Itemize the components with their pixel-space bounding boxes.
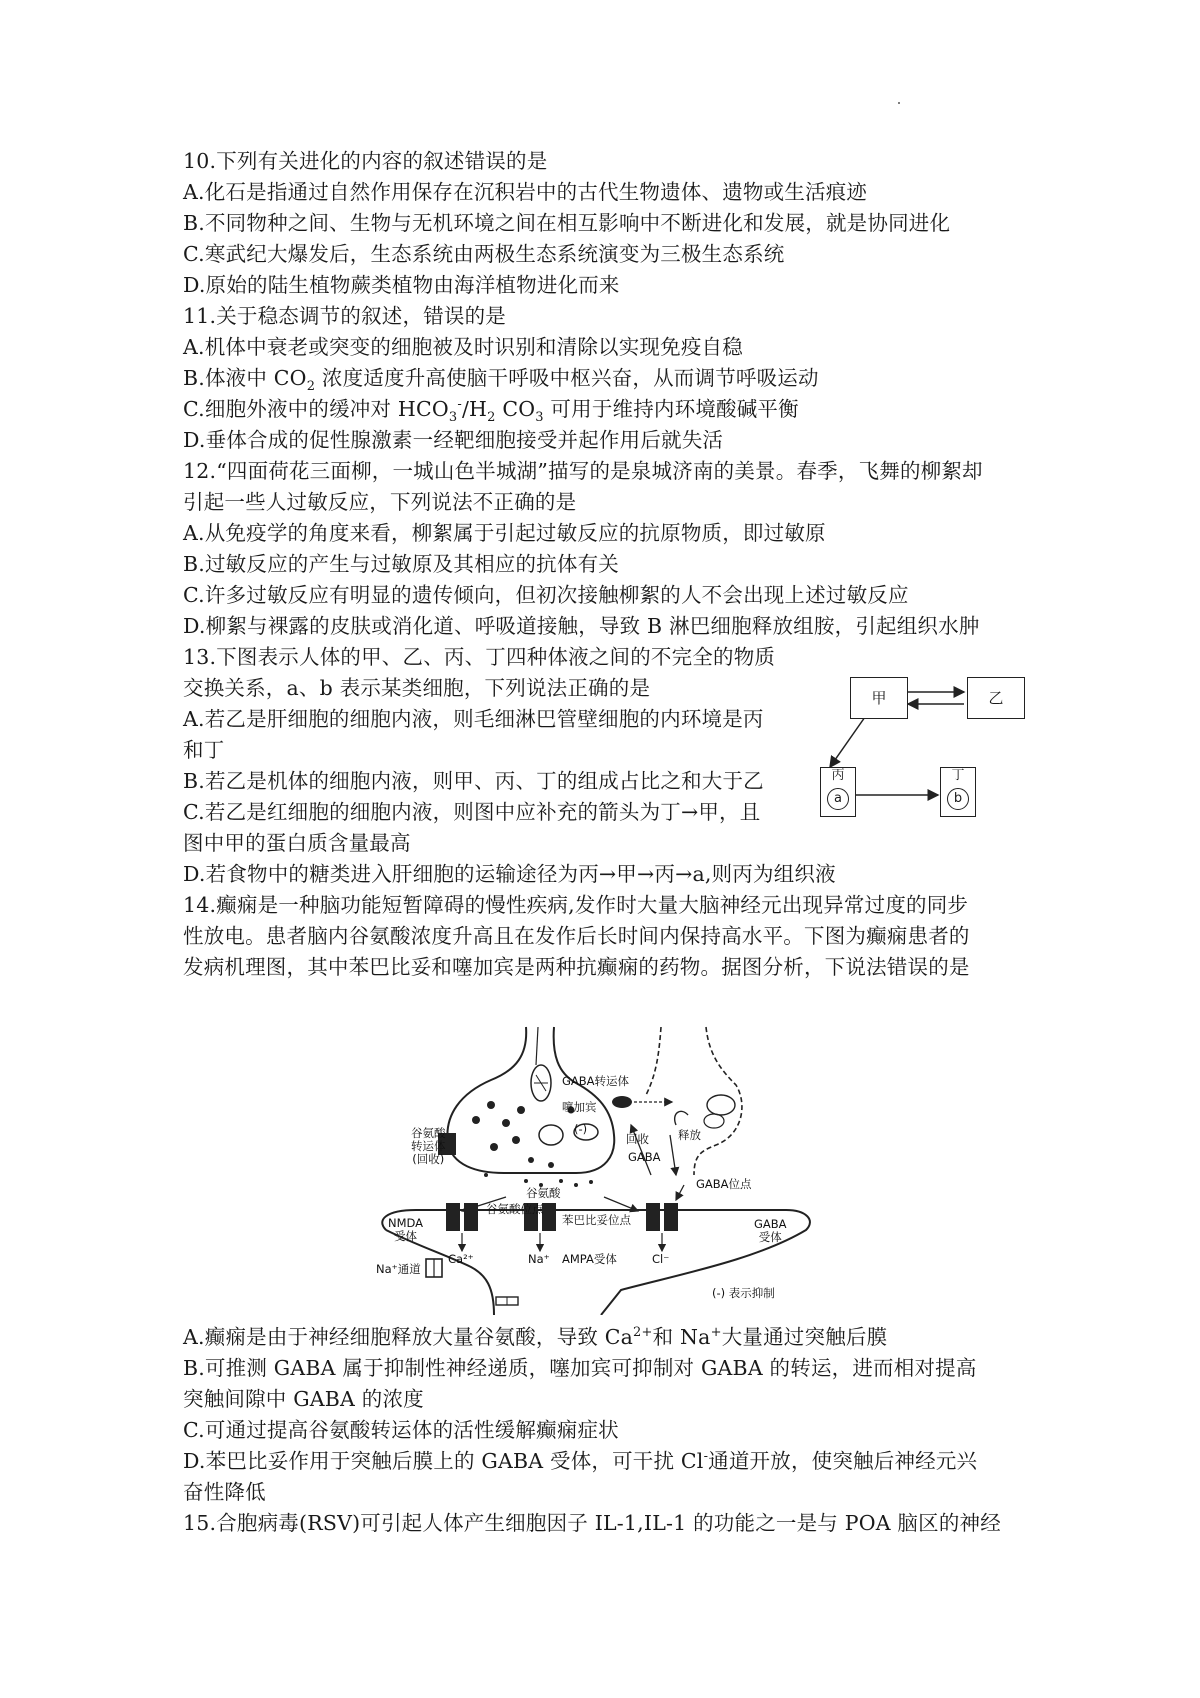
q10-option-b: B.不同物种之间、生物与无机环境之间在相互影响中不断进化和发展，就是协同进化 bbox=[183, 211, 951, 235]
gaba-receptor-label: GABA 受体 bbox=[754, 1217, 787, 1244]
ampa-receptor-label: AMPA受体 bbox=[562, 1252, 617, 1266]
phenobarbital-site-label: 苯巴比妥位点 bbox=[562, 1213, 631, 1227]
gaba-site-label: GABA位点 bbox=[696, 1177, 752, 1191]
q13-option-c-line1: C.若乙是红细胞的细胞内液，则图中应补充的箭头为丁→甲，且 bbox=[183, 800, 761, 824]
q14-stem-line3: 发病机理图，其中苯巴比妥和噻加宾是两种抗癫痫的药物。据图分析，下说法错误的是 bbox=[183, 955, 970, 979]
q12-option-b: B.过敏反应的产生与过敏原及其相应的抗体有关 bbox=[183, 552, 619, 576]
release-label: 释放 bbox=[678, 1128, 701, 1142]
q10-stem: 10.下列有关进化的内容的叙述错误的是 bbox=[183, 149, 548, 173]
q11-option-a: A.机体中衰老或突变的细胞被及时识别和清除以实现免疫自稳 bbox=[183, 335, 743, 359]
box-ding bbox=[940, 767, 976, 817]
q13-option-a-line2: 和丁 bbox=[183, 738, 225, 762]
q11-option-b: B.体液中 $CO_2$ 浓度适度升高使脑干呼吸中枢兴奋，从而调节呼吸运动 bbox=[183, 366, 819, 395]
q13-option-d: D.若食物中的糖类进入肝细胞的运输途径为丙→甲→丙→a,则丙为组织液 bbox=[183, 862, 836, 886]
q11-stem: 11.关于稳态调节的叙述，错误的是 bbox=[183, 304, 507, 328]
q12-option-a: A.从免疫学的角度来看，柳絮属于引起过敏反应的抗原物质，即过敏原 bbox=[183, 521, 826, 545]
q13-option-b: B.若乙是机体的细胞内液，则甲、丙、丁的组成占比之和大于乙 bbox=[183, 769, 764, 793]
box-yi: 乙 bbox=[967, 677, 1025, 719]
q14-option-d-line2: 奋性降低 bbox=[183, 1480, 266, 1504]
gaba-transporter-label: GABA转运体 bbox=[562, 1074, 630, 1088]
chloride-ion-label: Cl⁻ bbox=[652, 1252, 670, 1266]
q15-stem-line1: 15.合胞病毒(RSV)可引起人体产生细胞因子 IL-1,IL-1 的功能之一是与 POA 脑区的神经 bbox=[183, 1511, 1001, 1535]
box-ding-label: 丁 bbox=[951, 768, 965, 783]
cell-b: b bbox=[947, 788, 969, 810]
q14-stem-line2: 性放电。患者脑内谷氨酸浓度升高且在发作后长时间内保持高水平。下图为癫痫患者的 bbox=[183, 924, 970, 948]
q12-stem-line2: 引起一些人过敏反应，下列说法不正确的是 bbox=[183, 490, 577, 514]
q12-option-d: D.柳絮与裸露的皮肤或消化道、呼吸道接触，导致 B 淋巴细胞释放组胺，引起组织水肿 bbox=[183, 614, 980, 638]
q12-option-c: C.许多过敏反应有明显的遗传倾向，但初次接触柳絮的人不会出现上述过敏反应 bbox=[183, 583, 909, 607]
q12-stem-line1: 12.“四面荷花三面柳，一城山色半城湖”描写的是泉城济南的美景。春季，飞舞的柳絮却 bbox=[183, 459, 983, 483]
cell-a: a bbox=[827, 788, 849, 810]
q14-option-b-line2: 突触间隙中 GABA 的浓度 bbox=[183, 1387, 424, 1411]
glutamate-transporter-label: 谷氨酸 转运体 (回收) bbox=[411, 1126, 446, 1166]
sodium-channel-label: Na⁺通道 bbox=[376, 1262, 421, 1276]
inhibit-mark: (-) bbox=[574, 1122, 588, 1136]
q14-option-d-line1: D.苯巴比妥作用于突触后膜上的 GABA 受体，可干扰 Cl-通道开放，使突触后神经元兴 bbox=[183, 1449, 978, 1473]
q14-option-b-line1: B.可推测 GABA 属于抑制性神经递质，噻加宾可抑制对 GABA 的转运，进而相对提高 bbox=[183, 1356, 977, 1380]
q13-stem-line2: 交换关系，a、b 表示某类细胞，下列说法正确的是 bbox=[183, 676, 651, 700]
q10-option-a: A.化石是指通过自然作用保存在沉积岩中的古代生物遗体、遗物或生活痕迹 bbox=[183, 180, 868, 204]
q13-option-c-line2: 图中甲的蛋白质含量最高 bbox=[183, 831, 411, 855]
q10-option-d: D.原始的陆生植物蕨类植物由海洋植物进化而来 bbox=[183, 273, 620, 297]
calcium-ion-label: Ca²⁺ bbox=[448, 1252, 474, 1266]
q11-option-c: C.细胞外液中的缓冲对 $HCO_3^-/H_2$ $CO_3$ 可用于维持内环境酸碱平衡 bbox=[183, 397, 799, 426]
nmda-receptor-label: NMDA 受体 bbox=[388, 1216, 424, 1243]
box-bing bbox=[820, 767, 856, 817]
q10-option-c: C.寒武纪大爆发后，生态系统由两极生态系统演变为三极生态系统 bbox=[183, 242, 785, 266]
gaba-label: GABA bbox=[628, 1150, 661, 1164]
q14-option-a: A.癫痫是由于神经细胞释放大量谷氨酸，导致 $Ca^{2+}$和 Na+大量通过突触后膜 bbox=[183, 1325, 888, 1349]
q14-option-c: C.可通过提高谷氨酸转运体的活性缓解癫痫症状 bbox=[183, 1418, 619, 1442]
recycle-label: 回收 bbox=[626, 1132, 649, 1146]
synapse-drawing bbox=[376, 1025, 816, 1315]
q11-option-d: D.垂体合成的促性腺激素一经靶细胞接受并起作用后就失活 bbox=[183, 428, 724, 452]
scan-dot bbox=[898, 102, 900, 104]
body-fluid-diagram bbox=[820, 667, 1030, 817]
box-bing-label: 丙 bbox=[831, 768, 845, 783]
tiagabine-label: 噻加宾 bbox=[562, 1100, 597, 1114]
synapse-diagram bbox=[376, 1025, 816, 1315]
q14-stem-line1: 14.癫痫是一种脑功能短暂障碍的慢性疾病,发作时大量大脑神经元出现异常过度的同步 bbox=[183, 893, 969, 917]
q13-option-a-line1: A.若乙是肝细胞的细胞内液，则毛细淋巴管壁细胞的内环境是丙 bbox=[183, 707, 764, 731]
legend-inhibit: (-) 表示抑制 bbox=[712, 1286, 775, 1300]
sodium-ion-label: Na⁺ bbox=[528, 1252, 550, 1266]
glutamate-label: 谷氨酸 bbox=[526, 1186, 561, 1200]
box-jia: 甲 bbox=[850, 677, 908, 719]
glutamate-site-label: 谷氨酸位点 bbox=[486, 1202, 544, 1216]
q13-stem-line1: 13.下图表示人体的甲、乙、丙、丁四种体液之间的不完全的物质 bbox=[183, 645, 776, 669]
